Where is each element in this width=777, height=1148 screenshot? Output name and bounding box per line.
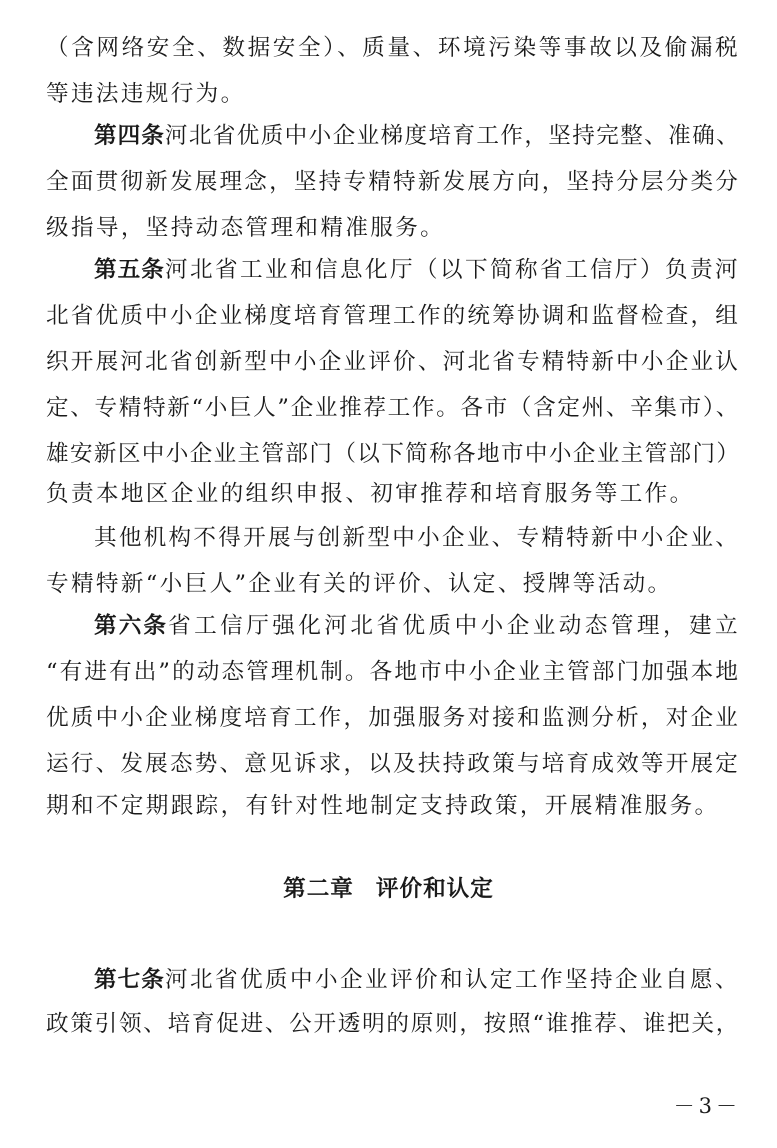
page-number: －3－	[673, 1094, 741, 1118]
text-line: 等违法违规行为。	[46, 81, 246, 107]
text-line: 期和不定期跟踪，有针对性地制定支持政策，开展精准服务。	[46, 793, 720, 819]
text-line: “有进有出”的动态管理机制。各地市中小企业主管部门加强本地	[46, 659, 741, 685]
text-line: 级指导，坚持动态管理和精准服务。	[46, 215, 446, 241]
chapter-title: 评价和认定	[375, 876, 494, 902]
chapter-heading	[0, 866, 777, 912]
article-6-heading: 第六条	[94, 613, 169, 639]
text-line: 优质中小企业梯度培育工作，加强服务对接和监测分析，对企业	[46, 705, 740, 731]
text-line: 北省优质中小企业梯度培育管理工作的统筹协调和监督检查，组	[46, 303, 740, 329]
article-5-paragraph	[94, 247, 740, 293]
text-line: 河北省优质中小企业梯度培育工作，坚持完整、准确、	[164, 123, 741, 149]
article-4-paragraph	[94, 113, 740, 159]
text-line: 全面贯彻新发展理念，坚持专精特新发展方向，坚持分层分类分	[46, 169, 740, 195]
chapter-number: 第二章	[283, 876, 354, 902]
text-line: 雄安新区中小企业主管部门（以下简称各地市中小企业主管部门）	[46, 441, 741, 467]
text-line: 政策引领、培育促进、公开透明的原则，按照“谁推荐、谁把关，	[46, 1011, 740, 1037]
text-line: 织开展河北省创新型中小企业评价、河北省专精特新中小企业认	[46, 349, 740, 375]
text-line: 定、专精特新“小巨人”企业推荐工作。各市（含定州、辛集市）、	[46, 395, 740, 421]
text-line: 河北省优质中小企业评价和认定工作坚持企业自愿、	[164, 967, 740, 993]
text-line: （含网络安全、数据安全）、质量、环境污染等事故以及偷漏税	[46, 35, 740, 61]
text-line: 负责本地区企业的组织申报、初审推荐和培育服务等工作。	[46, 481, 695, 507]
article-7-paragraph	[94, 957, 740, 1003]
article-4-heading: 第四条	[94, 123, 165, 149]
text-line: 其他机构不得开展与创新型中小企业、专精特新中小企业、	[94, 525, 740, 551]
text-line: 河北省工业和信息化厅（以下简称省工信厅）负责河	[164, 257, 740, 283]
article-5-heading: 第五条	[94, 257, 165, 283]
text-line: 省工信厅强化河北省优质中小企业动态管理，建立	[168, 613, 741, 639]
text-line: 专精特新“小巨人”企业有关的评价、认定、授牌等活动。	[46, 571, 673, 597]
text-line: 运行、发展态势、意见诉求，以及扶持政策与培育成效等开展定	[46, 751, 740, 777]
article-6-paragraph	[94, 603, 740, 649]
article-7-heading: 第七条	[94, 967, 165, 993]
